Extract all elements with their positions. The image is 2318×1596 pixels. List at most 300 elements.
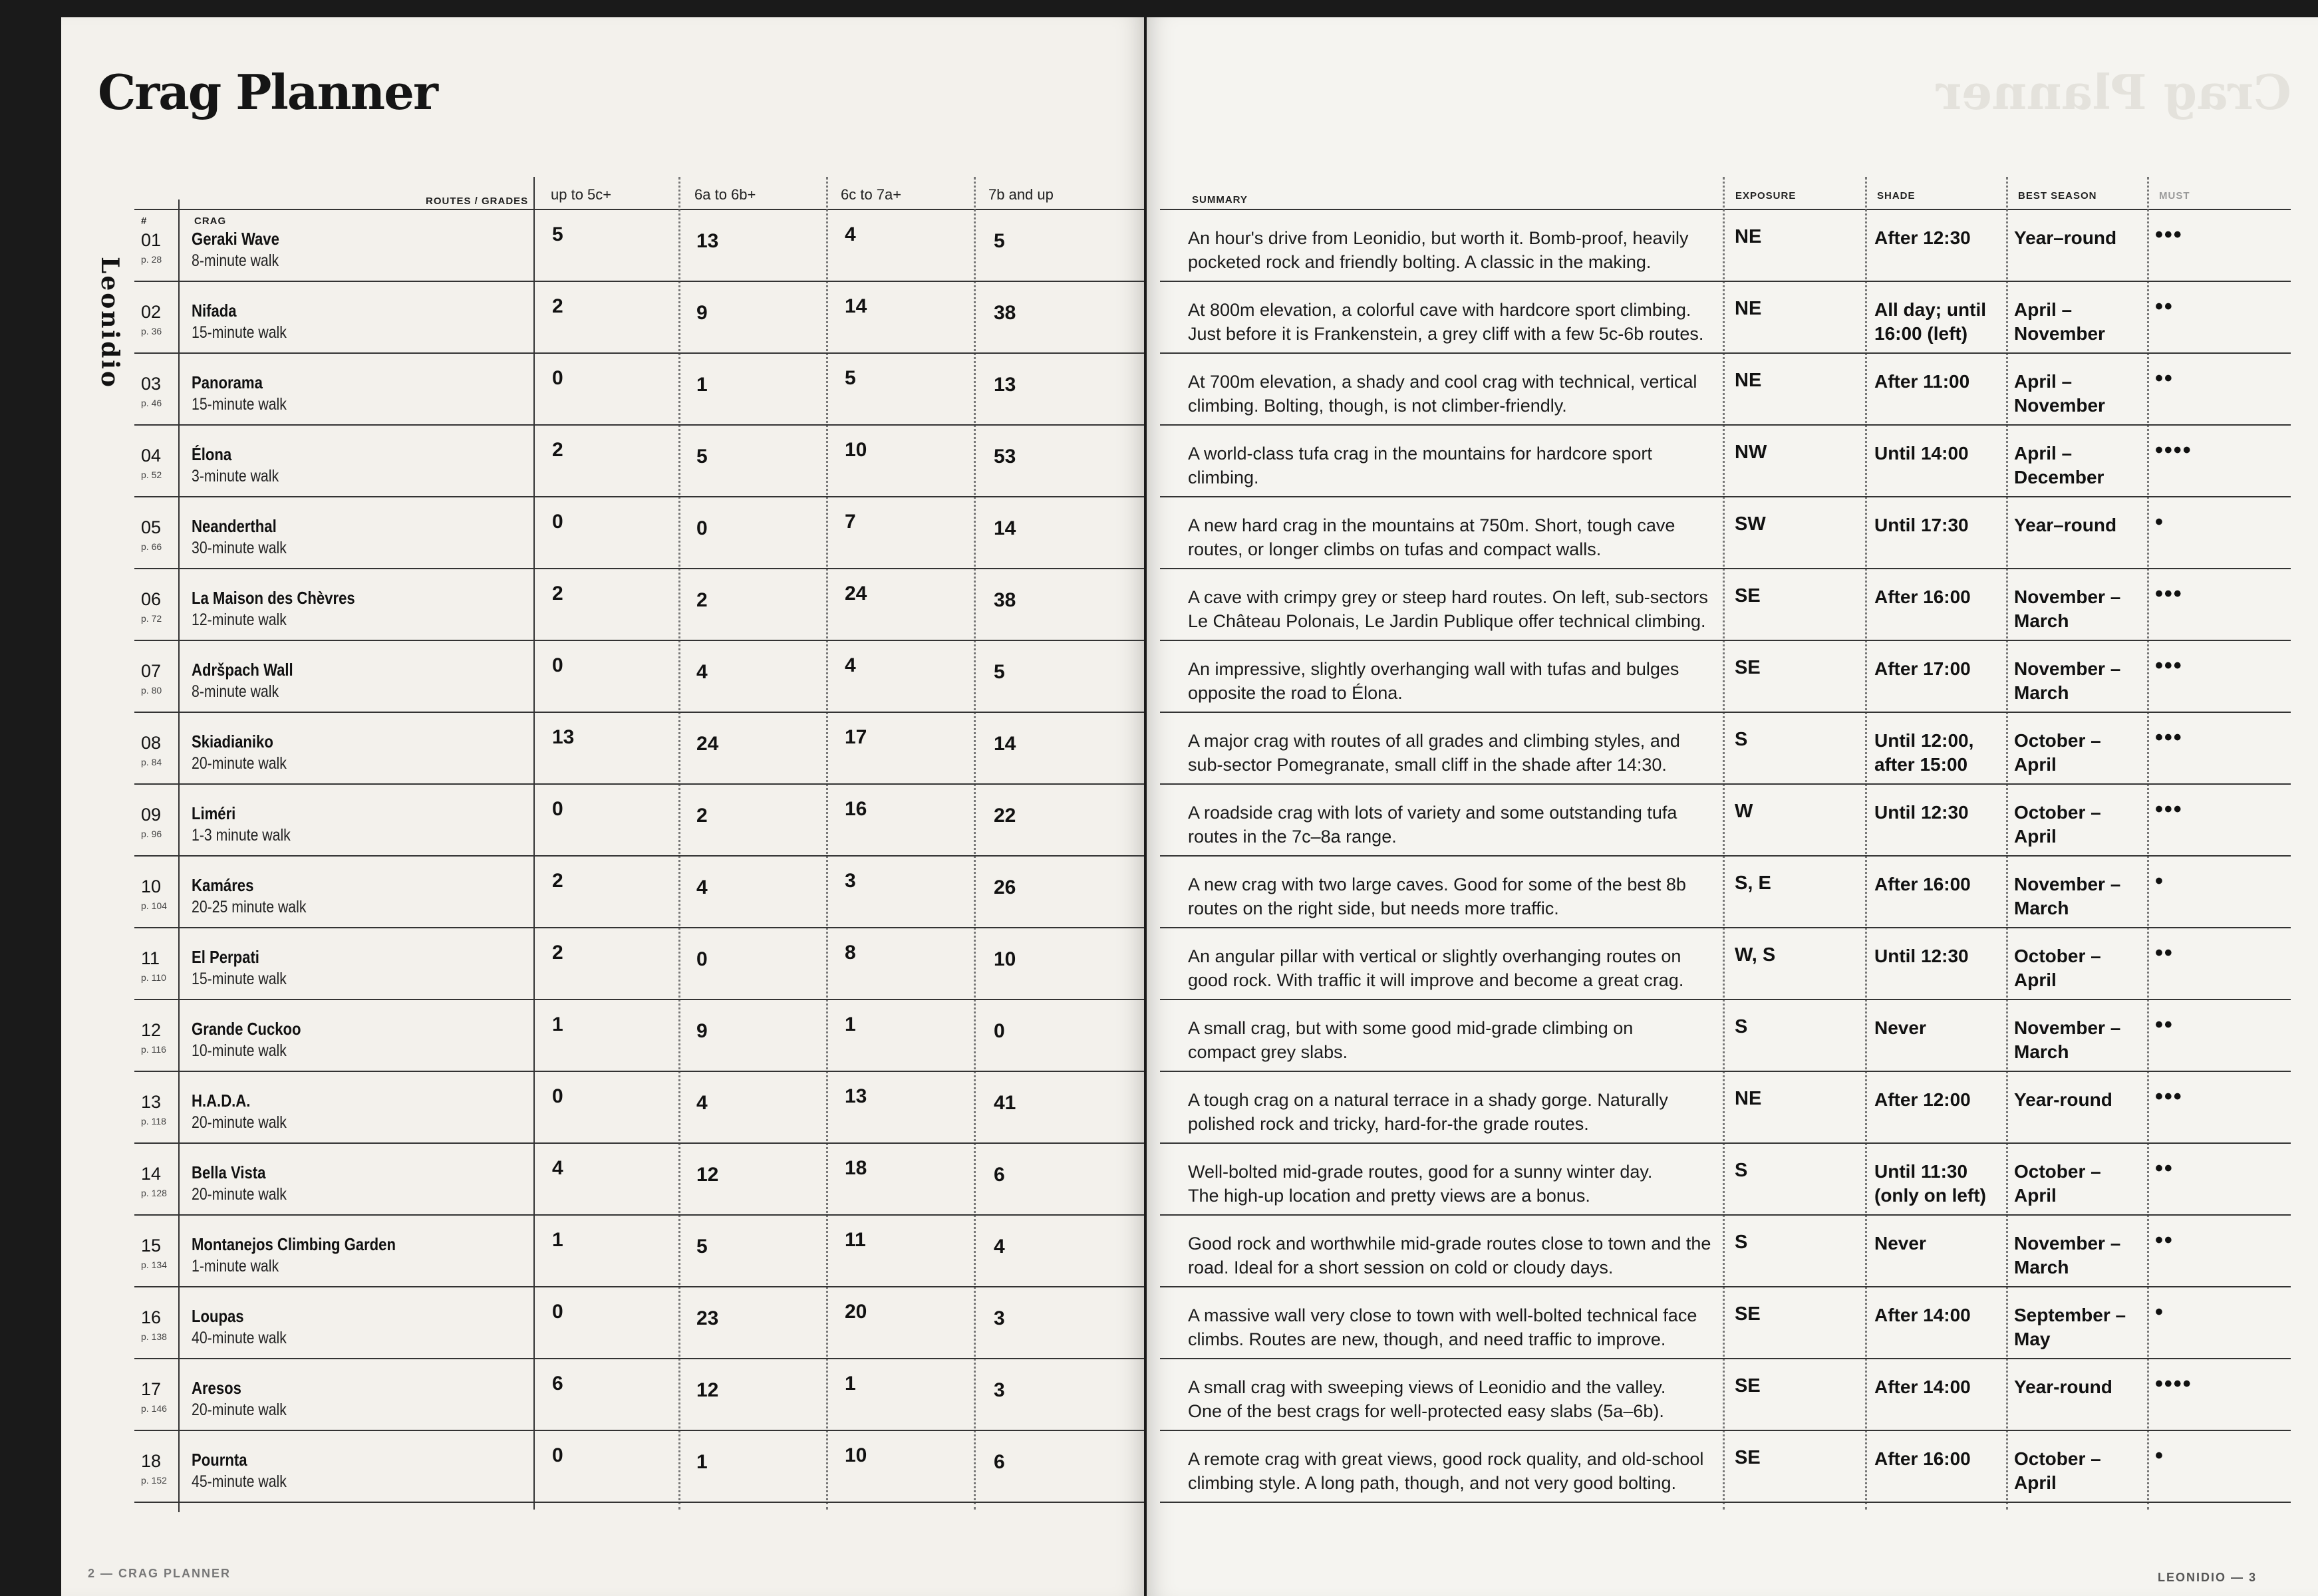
grade-count-1: 4 xyxy=(552,1157,563,1179)
header-exposure: EXPOSURE xyxy=(1735,190,1797,201)
crag-season-line-2: March xyxy=(2014,610,2069,631)
grade-count-3: 1 xyxy=(845,1373,856,1395)
page-title: Crag Planner xyxy=(98,64,437,120)
crag-shade-line-2: (only on left) xyxy=(1874,1185,1986,1206)
crag-summary-line-2: routes on the right side, but needs more traffic. xyxy=(1188,898,1559,918)
crag-summary-line-2: routes in the 7c–8a range. xyxy=(1188,827,1397,847)
header-season: BEST SEASON xyxy=(2018,190,2097,201)
crag-exposure: NE xyxy=(1735,1088,1762,1109)
grade-count-4: 6 xyxy=(994,1164,1005,1186)
crag-summary-line-1: An impressive, slightly overhanging wall with tufas and bulges xyxy=(1188,659,1679,679)
grade-count-3: 1 xyxy=(845,1013,856,1035)
grade-count-4: 0 xyxy=(994,1020,1005,1042)
row-rule xyxy=(1160,927,2291,928)
crag-season-line-1: October – xyxy=(2014,802,2101,823)
grade-count-4: 38 xyxy=(994,589,1016,611)
crag-summary-line-2: climbing. xyxy=(1188,467,1259,487)
crag-page-ref: p. 146 xyxy=(141,1403,167,1414)
crag-summary-line-1: A roadside crag with lots of variety and some outstanding tufa xyxy=(1188,803,1677,823)
grade-count-1: 0 xyxy=(552,511,563,533)
grade-count-2: 5 xyxy=(696,1236,708,1258)
crag-number: 06 xyxy=(141,589,162,609)
crag-page-ref: p. 46 xyxy=(141,398,162,408)
row-rule xyxy=(134,1430,1144,1431)
crag-shade-line-1: Until 17:30 xyxy=(1874,515,1969,535)
crag-summary-line-1: An hour's drive from Leonidio, but worth it. Bomb-proof, heavily xyxy=(1188,228,1689,248)
crag-number: 03 xyxy=(141,374,162,394)
crag-walk-time: 1-3 minute walk xyxy=(192,826,291,845)
grade-count-3: 13 xyxy=(845,1085,867,1107)
grade-count-4: 14 xyxy=(994,517,1016,539)
grade-count-2: 1 xyxy=(696,374,708,396)
crag-season-line-2: November xyxy=(2014,395,2105,416)
grade-count-3: 20 xyxy=(845,1301,867,1323)
row-rule xyxy=(134,712,1144,713)
crag-must-rating: •• xyxy=(2155,1228,2174,1253)
grade-count-3: 5 xyxy=(845,367,856,389)
crag-must-rating: ••• xyxy=(2155,797,2183,822)
crag-walk-time: 12-minute walk xyxy=(192,610,287,629)
grade-count-2: 4 xyxy=(696,1092,708,1114)
crag-summary-line-1: A new crag with two large caves. Good for some of the best 8b xyxy=(1188,874,1686,894)
crag-walk-time: 40-minute walk xyxy=(192,1329,287,1347)
grade-count-2: 24 xyxy=(696,733,719,755)
crag-name[interactable]: Aresos xyxy=(192,1378,241,1398)
grade-count-1: 13 xyxy=(552,726,575,748)
right-column-rule xyxy=(2147,177,2149,1510)
crag-page-ref: p. 152 xyxy=(141,1475,167,1486)
grade-count-3: 4 xyxy=(845,654,856,676)
crag-name[interactable]: Pournta xyxy=(192,1450,247,1470)
grade-count-1: 1 xyxy=(552,1229,563,1251)
crag-name[interactable]: Adršpach Wall xyxy=(192,660,293,680)
crag-walk-time: 20-minute walk xyxy=(192,754,287,773)
crag-season-line-2: April xyxy=(2014,970,2057,990)
crag-shade-line-1: After 16:00 xyxy=(1874,587,1971,607)
crag-season-line-2: April xyxy=(2014,754,2057,775)
grade-count-3: 11 xyxy=(845,1229,866,1251)
grade-count-1: 0 xyxy=(552,1085,563,1107)
crag-number: 12 xyxy=(141,1020,162,1040)
row-rule xyxy=(1160,424,2291,426)
crag-number: 10 xyxy=(141,876,162,896)
crag-walk-time: 8-minute walk xyxy=(192,251,279,270)
header-summary: SUMMARY xyxy=(1192,194,1248,205)
crag-summary-line-2: good rock. With traffic it will improve and become a great crag. xyxy=(1188,970,1684,990)
crag-number: 17 xyxy=(141,1379,162,1399)
crag-exposure: S xyxy=(1735,1016,1748,1037)
crag-name[interactable]: La Maison des Chèvres xyxy=(192,588,355,608)
crag-shade-line-1: Until 11:30 xyxy=(1874,1161,1968,1182)
crag-must-rating: • xyxy=(2155,1443,2164,1468)
grade-count-2: 5 xyxy=(696,446,708,467)
footer-right: LEONIDIO — 3 xyxy=(2158,1571,2257,1584)
crag-exposure: SW xyxy=(1735,513,1766,535)
crag-number: 09 xyxy=(141,805,162,825)
crag-summary-line-1: A remote crag with great views, good rock quality, and old-school xyxy=(1188,1449,1704,1469)
grade-count-4: 3 xyxy=(994,1307,1005,1329)
crag-must-rating: •• xyxy=(2155,366,2174,391)
crag-summary-line-1: Well-bolted mid-grade routes, good for a sunny winter day. xyxy=(1188,1162,1653,1182)
grade-count-2: 2 xyxy=(696,589,708,611)
crag-season-line-1: Year-round xyxy=(2014,1377,2112,1397)
crag-exposure: SE xyxy=(1735,1303,1761,1325)
row-rule xyxy=(1160,712,2291,713)
crag-must-rating: •••• xyxy=(2155,1371,2192,1396)
row-rule xyxy=(134,1142,1144,1144)
grade-column-rule xyxy=(678,177,680,1510)
row-rule xyxy=(1160,352,2291,354)
crag-summary-line-2: compact grey slabs. xyxy=(1188,1042,1348,1062)
crag-page-ref: p. 36 xyxy=(141,326,162,336)
row-rule xyxy=(134,352,1144,354)
crag-number: 16 xyxy=(141,1307,162,1327)
crag-season-line-1: November – xyxy=(2014,1233,2121,1254)
crag-exposure: NE xyxy=(1735,298,1762,319)
crag-walk-time: 8-minute walk xyxy=(192,682,279,701)
crag-summary-line-2: Just before it is Frankenstein, a grey cliff with a few 5c-6b routes. xyxy=(1188,324,1704,344)
crag-season-line-2: March xyxy=(2014,1041,2069,1062)
grade-count-1: 5 xyxy=(552,223,563,245)
crag-exposure: NE xyxy=(1735,226,1762,247)
crag-name[interactable]: Élona xyxy=(192,444,232,464)
crag-season-line-2: April xyxy=(2014,1185,2057,1206)
grade-count-1: 0 xyxy=(552,654,563,676)
column-rule-crag xyxy=(533,177,535,1510)
crag-exposure: SE xyxy=(1735,657,1761,678)
crag-name[interactable]: El Perpati xyxy=(192,947,259,967)
header-grade-2: 6a to 6b+ xyxy=(694,186,756,203)
crag-must-rating: ••• xyxy=(2155,1084,2183,1109)
crag-season-line-1: April – xyxy=(2014,371,2073,392)
crag-exposure: S xyxy=(1735,1160,1748,1181)
grade-count-1: 0 xyxy=(552,1444,563,1466)
crag-shade-line-1: After 12:00 xyxy=(1874,1089,1971,1110)
crag-must-rating: •••• xyxy=(2155,438,2192,463)
crag-summary-line-2: climbs. Routes are new, though, and need traffic to improve. xyxy=(1188,1329,1666,1349)
crag-page-ref: p. 118 xyxy=(141,1116,166,1127)
row-rule xyxy=(1160,855,2291,857)
header-shade: SHADE xyxy=(1877,190,1916,201)
crag-number: 02 xyxy=(141,302,162,322)
crag-shade-line-2: 16:00 (left) xyxy=(1874,323,1968,344)
header-rule xyxy=(134,209,1144,210)
crag-name[interactable]: Geraki Wave xyxy=(192,229,279,249)
crag-must-rating: •• xyxy=(2155,940,2174,966)
crag-walk-time: 15-minute walk xyxy=(192,970,287,988)
crag-walk-time: 3-minute walk xyxy=(192,467,279,485)
crag-shade-line-1: After 11:00 xyxy=(1874,371,1970,392)
crag-must-rating: •• xyxy=(2155,294,2174,319)
crag-summary-line-2: sub-sector Pomegranate, small cliff in the shade after 14:30. xyxy=(1188,755,1667,775)
row-rule xyxy=(134,927,1144,928)
crag-exposure: S, E xyxy=(1735,872,1771,894)
row-rule xyxy=(134,424,1144,426)
crag-summary-line-2: road. Ideal for a short session on cold or cloudy days. xyxy=(1188,1258,1614,1277)
crag-name[interactable]: Grande Cuckoo xyxy=(192,1019,301,1039)
crag-page-ref: p. 128 xyxy=(141,1188,167,1198)
grade-count-3: 10 xyxy=(845,1444,867,1466)
grade-count-1: 0 xyxy=(552,367,563,389)
grade-count-2: 0 xyxy=(696,948,708,970)
crag-walk-time: 30-minute walk xyxy=(192,539,287,557)
crag-summary-line-2: climbing. Bolting, though, is not climber-friendly. xyxy=(1188,396,1567,416)
crag-season-line-1: Year–round xyxy=(2014,515,2117,535)
crag-number: 13 xyxy=(141,1092,162,1112)
grade-count-2: 0 xyxy=(696,517,708,539)
crag-summary-line-2: routes, or longer climbs on tufas and compact walls. xyxy=(1188,539,1602,559)
crag-name[interactable]: H.A.D.A. xyxy=(192,1091,251,1111)
grade-count-2: 9 xyxy=(696,302,708,324)
crag-walk-time: 10-minute walk xyxy=(192,1041,287,1060)
row-rule xyxy=(1160,1358,2291,1359)
grade-count-3: 8 xyxy=(845,942,856,964)
crag-number: 18 xyxy=(141,1451,162,1471)
crag-season-line-1: November – xyxy=(2014,1017,2121,1038)
crag-number: 01 xyxy=(141,230,162,250)
grade-count-1: 2 xyxy=(552,295,563,317)
grade-count-4: 10 xyxy=(994,948,1016,970)
crag-must-rating: • xyxy=(2155,509,2164,535)
crag-name[interactable]: Kamáres xyxy=(192,875,254,895)
crag-summary-line-1: At 700m elevation, a shady and cool crag with technical, vertical xyxy=(1188,372,1697,392)
crag-name[interactable]: Nifada xyxy=(192,301,237,321)
crag-must-rating: ••• xyxy=(2155,222,2183,247)
row-rule xyxy=(134,783,1144,785)
grade-count-4: 5 xyxy=(994,230,1005,252)
crag-summary-line-2: The high-up location and pretty views are a bonus. xyxy=(1188,1186,1590,1206)
crag-number: 11 xyxy=(141,948,160,968)
row-rule xyxy=(1160,281,2291,282)
crag-summary-line-2: One of the best crags for well-protected easy slabs (5a–6b). xyxy=(1188,1401,1664,1421)
row-rule xyxy=(134,640,1144,641)
crag-shade-line-1: Never xyxy=(1874,1017,1926,1038)
crag-must-rating: • xyxy=(2155,1299,2164,1325)
header-rule xyxy=(1160,209,2291,210)
crag-page-ref: p. 72 xyxy=(141,613,162,624)
crag-walk-time: 15-minute walk xyxy=(192,395,287,414)
crag-must-rating: • xyxy=(2155,868,2164,894)
crag-name[interactable]: Liméri xyxy=(192,803,236,823)
crag-exposure: NE xyxy=(1735,370,1762,391)
crag-shade-line-1: Never xyxy=(1874,1233,1926,1254)
crag-shade-line-1: After 16:00 xyxy=(1874,874,1971,894)
grade-count-4: 26 xyxy=(994,876,1016,898)
row-rule xyxy=(134,999,1144,1000)
crag-shade-line-1: After 12:30 xyxy=(1874,227,1971,248)
grade-count-2: 9 xyxy=(696,1020,708,1042)
grade-count-3: 4 xyxy=(845,223,856,245)
crag-walk-time: 20-minute walk xyxy=(192,1400,287,1419)
grade-count-4: 13 xyxy=(994,374,1016,396)
grade-count-3: 10 xyxy=(845,439,867,461)
grade-count-3: 17 xyxy=(845,726,867,748)
grade-count-3: 14 xyxy=(845,295,867,317)
crag-shade-line-2: after 15:00 xyxy=(1874,754,1968,775)
right-column-rule xyxy=(2006,177,2008,1510)
grade-count-4: 6 xyxy=(994,1451,1005,1473)
crag-number: 04 xyxy=(141,446,162,466)
crag-name[interactable]: Bella Vista xyxy=(192,1162,266,1182)
grade-count-2: 1 xyxy=(696,1451,708,1473)
row-rule xyxy=(1160,1430,2291,1431)
crag-page-ref: p. 104 xyxy=(141,900,167,911)
crag-season-line-2: November xyxy=(2014,323,2105,344)
crag-exposure: SE xyxy=(1735,585,1761,606)
row-rule xyxy=(134,1071,1144,1072)
crag-shade-line-1: After 14:00 xyxy=(1874,1305,1971,1325)
crag-page-ref: p. 84 xyxy=(141,757,162,767)
crag-number: 08 xyxy=(141,733,162,753)
row-rule xyxy=(134,496,1144,497)
crag-number: 07 xyxy=(141,661,162,681)
grade-count-1: 0 xyxy=(552,1301,563,1323)
crag-season-line-1: October – xyxy=(2014,1161,2101,1182)
row-rule xyxy=(1160,1214,2291,1216)
crag-exposure: W, S xyxy=(1735,944,1776,966)
crag-walk-time: 20-minute walk xyxy=(192,1113,287,1132)
grade-count-4: 5 xyxy=(994,661,1005,683)
crag-shade-line-1: Until 14:00 xyxy=(1874,443,1969,464)
region-label: Leonidio xyxy=(96,257,124,389)
grade-count-3: 24 xyxy=(845,583,867,604)
crag-season-line-1: November – xyxy=(2014,874,2121,894)
header-grade-3: 6c to 7a+ xyxy=(841,186,902,203)
crag-summary-line-2: climbing style. A long path, though, and not very good bolting. xyxy=(1188,1473,1676,1493)
crag-season-line-1: November – xyxy=(2014,587,2121,607)
crag-summary-line-1: A major crag with routes of all grades and climbing styles, and xyxy=(1188,731,1680,751)
row-rule xyxy=(1160,568,2291,569)
crag-shade-line-1: Until 12:30 xyxy=(1874,802,1969,823)
header-grade-1: up to 5c+ xyxy=(551,186,612,203)
grade-count-2: 12 xyxy=(696,1379,719,1401)
crag-walk-time: 15-minute walk xyxy=(192,323,287,342)
row-rule xyxy=(1160,1071,2291,1072)
crag-walk-time: 20-minute walk xyxy=(192,1185,287,1204)
grade-count-1: 2 xyxy=(552,870,563,892)
crag-summary-line-1: A small crag, but with some good mid-grade climbing on xyxy=(1188,1018,1634,1038)
crag-season-line-2: March xyxy=(2014,898,2069,918)
crag-must-rating: •• xyxy=(2155,1012,2174,1037)
crag-season-line-2: December xyxy=(2014,467,2104,487)
crag-season-line-1: Year–round xyxy=(2014,227,2117,248)
grade-count-2: 4 xyxy=(696,661,708,683)
crag-page-ref: p. 80 xyxy=(141,685,162,696)
crag-summary-line-1: Good rock and worthwhile mid-grade routes close to town and the xyxy=(1188,1234,1711,1254)
grade-count-2: 12 xyxy=(696,1164,719,1186)
row-rule xyxy=(134,568,1144,569)
crag-summary-line-1: A small crag with sweeping views of Leonidio and the valley. xyxy=(1188,1377,1666,1397)
crag-summary-line-1: At 800m elevation, a colorful cave with hardcore sport climbing. xyxy=(1188,300,1691,320)
crag-summary-line-1: A world-class tufa crag in the mountains for hardcore sport xyxy=(1188,444,1652,464)
crag-must-rating: ••• xyxy=(2155,653,2183,678)
grade-count-3: 16 xyxy=(845,798,867,820)
crag-page-ref: p. 28 xyxy=(141,254,162,265)
grade-count-2: 13 xyxy=(696,230,719,252)
crag-page-ref: p. 96 xyxy=(141,829,162,839)
header-grade-4: 7b and up xyxy=(988,186,1054,203)
crag-exposure: S xyxy=(1735,729,1748,750)
row-rule xyxy=(134,1286,1144,1287)
crag-number: 15 xyxy=(141,1236,162,1256)
crag-page-ref: p. 134 xyxy=(141,1260,167,1270)
row-rule xyxy=(1160,496,2291,497)
grade-column-rule xyxy=(826,177,828,1510)
crag-must-rating: •• xyxy=(2155,1156,2174,1181)
crag-summary-line-2: polished rock and tricky, hard-for-the grade routes. xyxy=(1188,1114,1589,1134)
grade-count-1: 6 xyxy=(552,1373,563,1395)
crag-season-line-2: May xyxy=(2014,1329,2051,1349)
grade-count-4: 41 xyxy=(994,1092,1016,1114)
left-page xyxy=(61,17,1144,1596)
crag-name[interactable]: Neanderthal xyxy=(192,516,277,536)
grade-count-1: 0 xyxy=(552,798,563,820)
row-rule xyxy=(1160,1142,2291,1144)
grade-count-4: 4 xyxy=(994,1236,1005,1258)
crag-exposure: W xyxy=(1735,801,1753,822)
header-must: MUST xyxy=(2159,190,2190,201)
header-routes-grades: ROUTES / GRADES xyxy=(426,196,529,207)
right-page xyxy=(1147,17,2318,1596)
row-rule xyxy=(1160,1502,2291,1503)
crag-season-line-1: Year-round xyxy=(2014,1089,2112,1110)
grade-count-3: 3 xyxy=(845,870,856,892)
crag-number: 05 xyxy=(141,517,162,537)
grade-count-1: 2 xyxy=(552,942,563,964)
crag-summary-line-1: A tough crag on a natural terrace in a shady gorge. Naturally xyxy=(1188,1090,1668,1110)
grade-count-4: 14 xyxy=(994,733,1016,755)
grade-count-3: 18 xyxy=(845,1157,867,1179)
crag-name[interactable]: Montanejos Climbing Garden xyxy=(192,1234,396,1254)
crag-shade-line-1: Until 12:30 xyxy=(1874,946,1969,966)
right-column-rule xyxy=(1723,177,1725,1510)
crag-season-line-1: April – xyxy=(2014,443,2073,464)
crag-page-ref: p. 66 xyxy=(141,541,162,552)
crag-season-line-1: April – xyxy=(2014,299,2073,320)
row-rule xyxy=(134,281,1144,282)
crag-summary-line-1: An angular pillar with vertical or slightly overhanging routes on xyxy=(1188,946,1681,966)
crag-season-line-1: September – xyxy=(2014,1305,2126,1325)
right-column-rule xyxy=(1865,177,1867,1510)
crag-season-line-2: April xyxy=(2014,826,2057,847)
crag-exposure: NW xyxy=(1735,442,1767,463)
crag-season-line-1: November – xyxy=(2014,658,2121,679)
crag-summary-line-1: A cave with crimpy grey or steep hard routes. On left, sub-sectors xyxy=(1188,587,1708,607)
row-rule xyxy=(134,1502,1144,1503)
show-through-title: Crag Planner xyxy=(1936,64,2291,120)
crag-season-line-1: October – xyxy=(2014,1448,2101,1469)
row-rule xyxy=(134,1214,1144,1216)
crag-summary-line-2: opposite the road to Élona. xyxy=(1188,683,1403,703)
crag-season-line-1: October – xyxy=(2014,946,2101,966)
crag-season-line-2: March xyxy=(2014,682,2069,703)
grade-count-4: 38 xyxy=(994,302,1016,324)
crag-season-line-2: April xyxy=(2014,1472,2057,1493)
crag-page-ref: p. 52 xyxy=(141,469,162,480)
crag-shade-line-1: Until 12:00, xyxy=(1874,730,1974,751)
crag-summary-line-1: A new hard crag in the mountains at 750m. Short, tough cave xyxy=(1188,515,1675,535)
row-rule xyxy=(134,1358,1144,1359)
crag-name[interactable]: Loupas xyxy=(192,1306,244,1326)
crag-name[interactable]: Panorama xyxy=(192,372,263,392)
row-rule xyxy=(1160,783,2291,785)
crag-must-rating: ••• xyxy=(2155,725,2183,750)
grade-count-4: 3 xyxy=(994,1379,1005,1401)
crag-must-rating: ••• xyxy=(2155,581,2183,606)
crag-name[interactable]: Skiadianiko xyxy=(192,732,273,751)
crag-shade-line-1: After 16:00 xyxy=(1874,1448,1971,1469)
row-rule xyxy=(134,855,1144,857)
